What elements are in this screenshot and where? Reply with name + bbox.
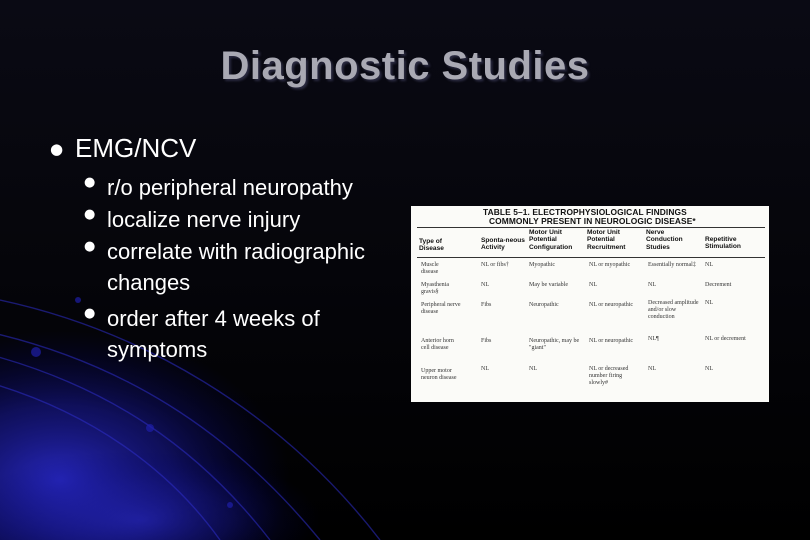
table-cell: NL — [705, 366, 713, 372]
table-cell: NL — [648, 366, 656, 372]
sub-bullet-text: order after 4 weeks of symptoms — [107, 306, 320, 362]
bullet-icon: ● — [84, 207, 96, 222]
table-header: Motor Unit Potential Configuration — [529, 229, 573, 251]
table-cell: NL — [705, 262, 713, 268]
table-header: Nerve Conduction Studies — [646, 229, 683, 251]
table-cell: NL or decrement — [705, 336, 746, 342]
table-title-line: TABLE 5–1. ELECTROPHYSIOLOGICAL FINDINGS — [483, 207, 687, 217]
table-cell: NL or neuropathic — [589, 338, 634, 344]
table-cell: NL — [705, 300, 713, 306]
table-cell: Muscle disease — [421, 262, 439, 275]
main-bullet-text: EMG/NCV — [75, 133, 197, 163]
table-cell: NL or neuropathic — [589, 302, 634, 308]
bullet-icon: ● — [84, 239, 96, 254]
table-cell: Essentially normal‡ — [648, 262, 696, 268]
table-cell: May be variable — [529, 282, 568, 288]
table-title-line: COMMONLY PRESENT IN NEUROLOGIC DISEASE* — [489, 216, 696, 226]
table-image — [411, 206, 769, 402]
bullet-icon: ● — [84, 175, 96, 190]
table-cell: Upper motor neuron disease — [421, 368, 457, 381]
sub-bullet-text: r/o peripheral neuropathy — [107, 175, 353, 200]
table-header: Motor Unit Potential Recruitment — [587, 229, 626, 251]
table-cell: NL — [648, 282, 656, 288]
table-rule — [417, 257, 765, 258]
table-cell: Decreased amplitude and/or slow conduction — [648, 300, 699, 320]
table-cell: Peripheral nerve disease — [421, 302, 461, 315]
table-cell: Anterior horn cell disease — [421, 338, 454, 351]
table-cell: NL or decreased number firing slowly# — [589, 366, 629, 386]
table-cell: NL — [589, 282, 597, 288]
table-header: Type of Disease — [419, 238, 444, 253]
table-cell: NL — [529, 366, 537, 372]
table-header: Sponta-neous Activity — [481, 237, 525, 252]
table-cell: Myopathic — [529, 262, 555, 268]
sub-bullet-text: localize nerve injury — [107, 207, 301, 232]
table-rule — [417, 227, 765, 228]
table-cell: NL or myopathic — [589, 262, 631, 268]
table-cell: Fibs — [481, 338, 492, 344]
table-cell: Decrement — [705, 282, 732, 288]
slide-title: Diagnostic Studies — [220, 44, 590, 88]
table-cell: NL¶ — [648, 336, 659, 342]
table-cell: Neuropathic, may be "giant" — [529, 338, 580, 351]
bullet-icon: ● — [50, 140, 64, 158]
table-cell: NL — [481, 366, 489, 372]
table-cell: Fibs — [481, 302, 492, 308]
table-header: Repetitive Stimulation — [705, 236, 741, 251]
sub-bullet-text: correlate with radiographic changes — [107, 239, 366, 295]
table-title — [483, 208, 765, 226]
table-cell: NL or fibs† — [481, 262, 509, 268]
table-cell: Myasthenia gravis§ — [421, 282, 449, 295]
bullet-icon: ● — [84, 306, 96, 321]
table-cell: NL — [481, 282, 489, 288]
table-cell: Neuropathic — [529, 302, 559, 308]
